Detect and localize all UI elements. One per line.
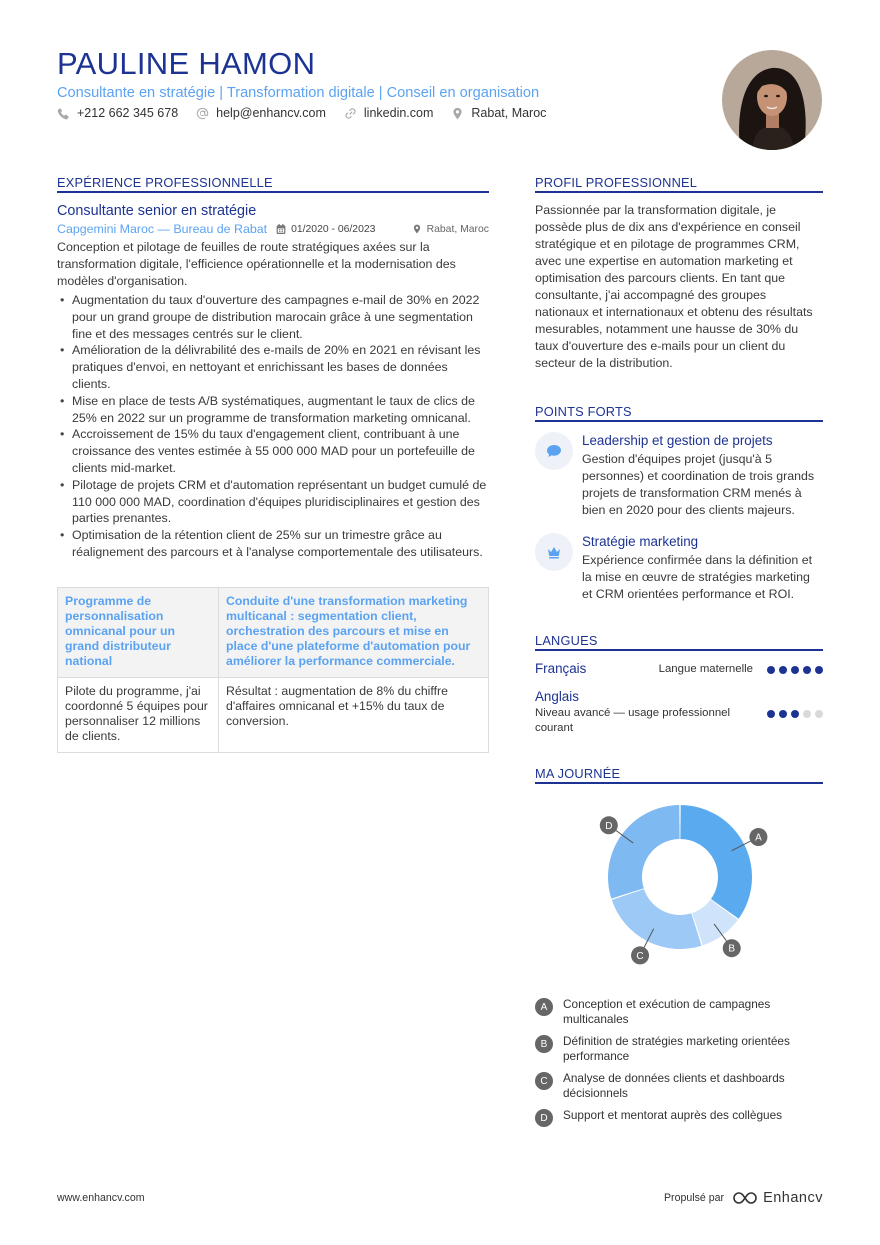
project-table — [57, 587, 489, 753]
table-row — [58, 677, 489, 752]
table-row — [58, 587, 489, 677]
language-level: Niveau avancé — usage professionnel courant — [535, 707, 731, 734]
donut-label-text: D — [605, 820, 613, 832]
table-cell: Pilote du programme, j'ai coordonné 5 équipes pour personnaliser 12 millions de clients. — [58, 677, 219, 752]
profile-section-title: PROFIL PROFESSIONNEL — [535, 175, 823, 193]
strength-description: Expérience confirmée dans la définition et la mise en œuvre de stratégies marketing et CRM orientées performance et ROI. — [582, 553, 813, 601]
donut-slice-d — [608, 805, 680, 899]
right-column — [535, 175, 823, 1134]
strengths-section-title: POINTS FORTS — [535, 404, 823, 422]
phone-text: +212 662 345 678 — [77, 106, 179, 120]
donut-slice-a — [680, 805, 752, 919]
contact-phone[interactable] — [57, 106, 178, 120]
legend-label: Définition de stratégies marketing orientées performance — [563, 1034, 790, 1063]
legend-label: Conception et exécution de campagnes multicanales — [563, 997, 771, 1026]
achievement-list — [57, 292, 489, 561]
page-footer — [57, 1190, 823, 1206]
candidate-name: PAULINE HAMON — [57, 46, 316, 81]
job-dates — [276, 224, 375, 235]
candidate-title: Consultante en stratégie | Transformation digitale | Conseil en organisation — [57, 85, 540, 101]
day-legend — [535, 997, 823, 1127]
job-title: Consultante senior en stratégie — [57, 203, 257, 219]
language-level: Langue maternelle — [658, 663, 753, 675]
legend-item — [535, 1108, 823, 1127]
job-description: Conception et pilotage de feuilles de route stratégiques axées sur la transformation digitale, l'efficience opérationnelle et la modernisation des modèles d'organisation. — [57, 240, 456, 288]
rating-dot-filled — [767, 666, 775, 674]
phone-icon — [57, 107, 70, 120]
job-dates-text: 01/2020 - 06/2023 — [291, 223, 376, 235]
legend-item — [535, 1071, 823, 1101]
language-item — [535, 688, 823, 736]
languages-section-title: LANGUES — [535, 633, 823, 651]
contact-bar — [57, 106, 697, 120]
language-name: Anglais — [535, 689, 579, 704]
calendar-icon — [276, 224, 286, 234]
strength-title: Leadership et gestion de projets — [582, 433, 773, 448]
language-item — [535, 660, 823, 678]
language-name: Français — [535, 661, 587, 676]
rating-dot-filled — [791, 710, 799, 718]
table-header-cell: Programme de personnalisation omnicanal pour un grand distributeur national — [58, 587, 219, 677]
job-meta — [57, 222, 489, 236]
rating-dot-empty — [803, 710, 811, 718]
rating-dot-filled — [779, 666, 787, 674]
table-header-cell: Conduite d'une transformation marketing multicanal : segmentation client, orchestration des parcours et mise en place d'une plateforme d'automation pour améliorer la performance commerciale. — [219, 587, 489, 677]
left-column — [57, 175, 489, 753]
brand-logo[interactable] — [732, 1190, 823, 1206]
achievement-item: • Pilotage de projets CRM et d'automation représentant un budget cumulé de 110 000 000 MAD, coordination d'équipes pluridisciplinaires et gestion des parties prenantes. — [57, 477, 489, 527]
footer-website[interactable]: www.enhancv.com — [57, 1192, 145, 1204]
strength-description: Gestion d'équipes projet (jusqu'à 5 personnes) et coordination de trois grands projets de transformation CRM menés à bien en 2020 pour des clients majeurs. — [582, 452, 815, 517]
crown-icon — [535, 533, 573, 571]
linkedin-text: linkedin.com — [363, 106, 434, 120]
achievement-item: • Amélioration de la délivrabilité des e-mails de 20% en 2021 en révisant les pratiques d'envoi, en nettoyant et enrichissant les bases de données clients. — [57, 342, 489, 392]
chat-bubble-icon — [535, 432, 573, 470]
donut-label-text: C — [636, 950, 644, 962]
legend-key: C — [535, 1072, 553, 1090]
location-pin-icon — [412, 224, 422, 234]
achievement-item: • Optimisation de la rétention client de 25% sur un trimestre grâce au réalignement des parcours et à l'analyse comportementale des utilisateurs. — [57, 527, 489, 561]
rating-dot-filled — [803, 666, 811, 674]
legend-label: Analyse de données clients et dashboards décisionnels — [563, 1071, 785, 1100]
profile-photo — [722, 50, 822, 150]
powered-by-text: Propulsé par — [663, 1192, 725, 1204]
strength-item — [535, 533, 823, 603]
donut-slice-c — [612, 889, 702, 949]
achievement-item: • Accroissement de 15% du taux d'engagement client, contribuant à une croissance des ventes estimée à 55 000 000 MAD pour un portefeuille de clients mid-market. — [57, 426, 489, 476]
donut-label-text: B — [728, 943, 736, 955]
location-pin-icon — [451, 107, 464, 120]
rating-dots — [767, 710, 823, 718]
at-sign-icon — [196, 107, 209, 120]
legend-key: A — [535, 998, 553, 1016]
job-location-text: Rabat, Maroc — [426, 223, 489, 235]
day-chart — [535, 802, 823, 977]
achievement-item: • Augmentation du taux d'ouverture des campagnes e-mail de 30% en 2022 pour un grand groupe de distribution marocain grâce à une segmentation fine et des messages centrés sur le client. — [57, 292, 489, 342]
rating-dot-filled — [791, 666, 799, 674]
infinity-logo-icon — [732, 1191, 758, 1205]
strength-item — [535, 432, 823, 519]
rating-dot-empty — [815, 710, 823, 718]
contact-linkedin[interactable] — [344, 106, 433, 120]
profile-summary: Passionnée par la transformation digitale, je possède plus de dix ans d'expérience en conseil stratégique et en pilotage de programmes CRM, avec une expertise en automation marketing et optimisation des parcours clients. En tant que consultante, j'ai accompagné des groupes nationaux et internationaux et obtenu des résultats mesurables, notamment une hausse de 30% du taux d'ouverture des e-mails pour un client du secteur de la distribution. — [535, 203, 813, 370]
experience-section-title: EXPÉRIENCE PROFESSIONNELLE — [57, 175, 489, 193]
legend-item — [535, 997, 823, 1027]
rating-dot-filled — [815, 666, 823, 674]
rating-dot-filled — [767, 710, 775, 718]
donut-chart — [535, 802, 823, 977]
legend-label: Support et mentorat auprès des collègues — [563, 1108, 783, 1122]
table-cell: Résultat : augmentation de 8% du chiffre d'affaires omnicanal et +15% du taux de conversion. — [219, 677, 489, 752]
strength-title: Stratégie marketing — [582, 534, 699, 549]
donut-label-text: A — [755, 832, 762, 844]
company-name: Capgemini Maroc — Bureau de Rabat — [57, 222, 268, 236]
legend-key: B — [535, 1035, 553, 1053]
legend-item — [535, 1034, 823, 1064]
contact-location — [451, 106, 546, 120]
day-section-title: MA JOURNÉE — [535, 766, 823, 784]
email-text: help@enhancv.com — [216, 106, 326, 120]
resume-header — [57, 46, 697, 120]
location-text: Rabat, Maroc — [471, 106, 547, 120]
powered-by — [664, 1190, 823, 1206]
brand-name: Enhancv — [763, 1190, 823, 1206]
rating-dots — [767, 666, 823, 674]
rating-dot-filled — [779, 710, 787, 718]
achievement-item: • Mise en place de tests A/B systématiques, augmentant le taux de clics de 25% en 2022 sur un programme de transformation marketing omnicanal. — [57, 393, 489, 427]
link-icon — [344, 107, 357, 120]
legend-key: D — [535, 1109, 553, 1127]
contact-email[interactable] — [196, 106, 326, 120]
job-location — [412, 224, 489, 235]
